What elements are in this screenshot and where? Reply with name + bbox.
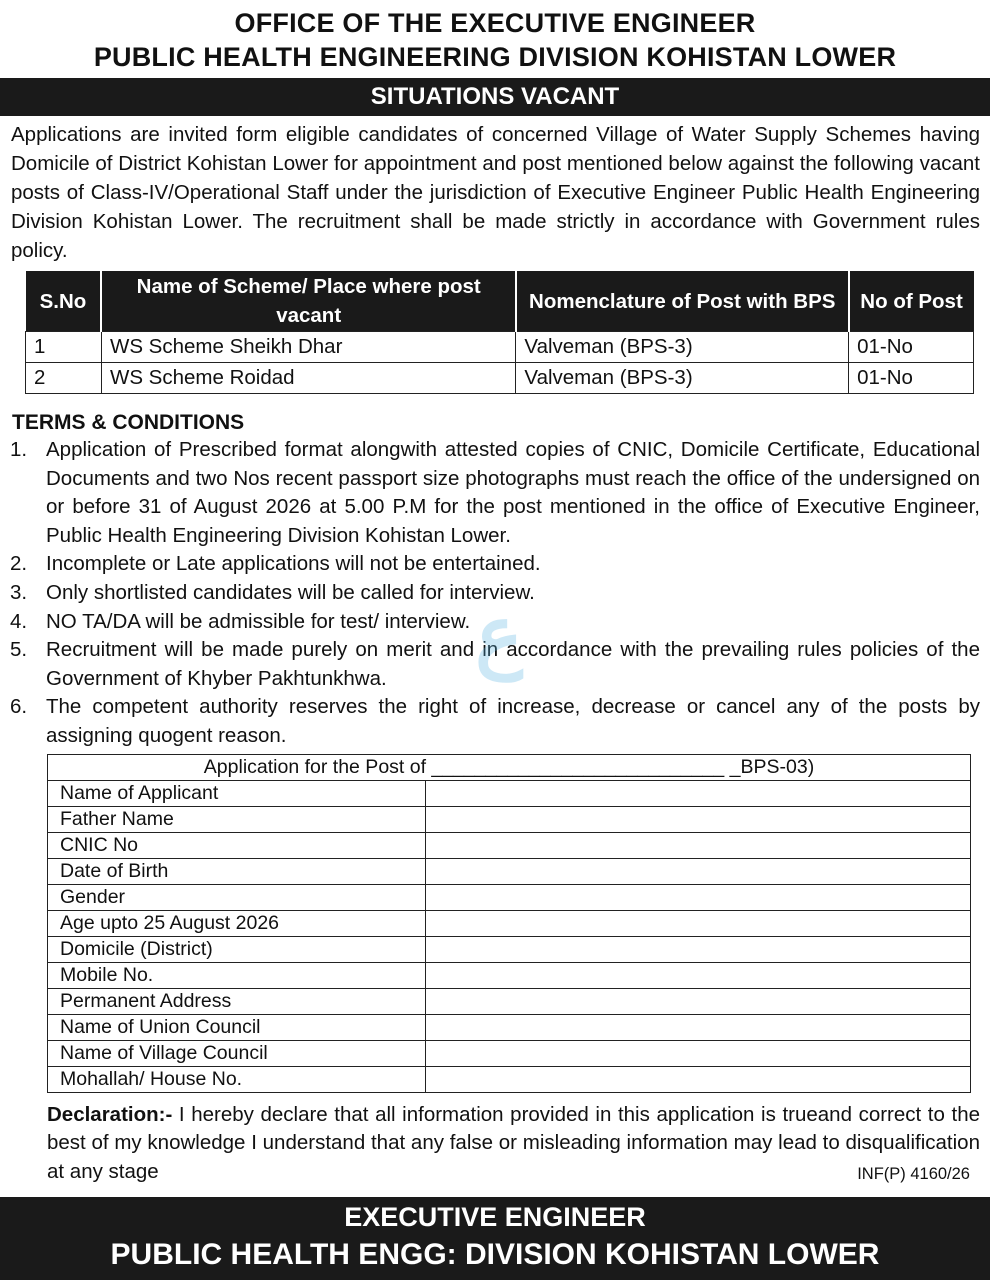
item-text: Only shortlisted candidates will be called for interview. [46,580,535,604]
form-field-blank[interactable] [426,1040,971,1066]
office-title: OFFICE OF THE EXECUTIVE ENGINEER [234,8,756,38]
table-cell: Valveman (BPS-3) [516,332,849,363]
list-item [10,693,980,750]
table-cell: WS Scheme Roidad [101,363,515,394]
table-row [48,936,971,962]
form-field-label: Name of Union Council [48,1014,426,1040]
footer-division: PUBLIC HEALTH ENGG: DIVISION KOHISTAN LOWER [110,1238,880,1271]
item-number: 1. [10,438,28,461]
application-form-table [47,754,971,1093]
form-field-blank[interactable] [426,1014,971,1040]
list-item [10,608,980,637]
declaration-text: I hereby declare that all information provided in this application is trueand correct to the best of my knowledge I understand that any false or misleading information may lead to disqualification at any stage [47,1102,980,1183]
declaration-label: Declaration:- [47,1102,173,1126]
table-row [26,332,974,363]
footer-title: EXECUTIVE ENGINEER [344,1202,646,1232]
table-cell: WS Scheme Sheikh Dhar [101,332,515,363]
table-row [48,988,971,1014]
table-row [48,832,971,858]
column-header: No of Post [849,271,974,332]
form-heading-row [48,754,971,780]
form-field-blank[interactable] [426,858,971,884]
item-number: 6. [10,695,28,719]
form-field-blank[interactable] [426,884,971,910]
table-row [26,363,974,394]
form-field-blank[interactable] [426,806,971,832]
item-number: 3. [10,580,28,604]
terms-list [0,436,990,751]
form-field-blank[interactable] [426,780,971,806]
form-field-label: Name of Village Council [48,1040,426,1066]
form-field-label: Mohallah/ House No. [48,1066,426,1092]
document-header [0,0,990,74]
table-cell: 01-No [849,332,974,363]
item-number: 2. [10,552,28,576]
form-field-blank[interactable] [426,936,971,962]
item-text: Application of Prescribed format alongwith attested copies of CNIC, Domicile Certificate, Educational Documents and two Nos recent passport size photographs must reach the office of the undersigned on or before 31 of August 2026 at 5.00 P.M for the post mentioned in the office of Executive Engineer, Public Health Engineering Division Kohistan Lower. [46,438,980,547]
table-row [48,858,971,884]
form-field-label: Name of Applicant [48,780,426,806]
form-field-label: Mobile No. [48,962,426,988]
table-row [48,806,971,832]
column-header: Nomenclature of Post with BPS [516,271,849,332]
table-row [48,884,971,910]
form-field-blank[interactable] [426,1066,971,1092]
table-cell: Valveman (BPS-3) [516,363,849,394]
column-header: Name of Scheme/ Place where post vacant [101,271,515,332]
form-field-blank[interactable] [426,910,971,936]
form-field-label: Father Name [48,806,426,832]
column-header: S.No [26,271,102,332]
form-field-label: Date of Birth [48,858,426,884]
form-field-blank[interactable] [426,832,971,858]
table-cell: 01-No [849,363,974,394]
table-row [48,1066,971,1092]
form-field-label: Gender [48,884,426,910]
list-item [10,436,980,550]
item-text: NO TA/DA will be admissible for test/ interview. [46,609,471,633]
item-number: 4. [10,609,28,633]
reference-number: INF(P) 4160/26 [857,1165,970,1184]
table-row [48,962,971,988]
list-item [10,579,980,608]
form-field-blank[interactable] [426,988,971,1014]
watermark-logo-icon: ع [475,590,523,679]
form-field-label: Permanent Address [48,988,426,1014]
table-row [48,910,971,936]
situations-vacant-banner: SITUATIONS VACANT [0,78,990,116]
item-number: 5. [10,638,28,662]
table-header-row [26,271,974,332]
footer-banner [0,1197,990,1280]
table-row [48,1014,971,1040]
division-title: PUBLIC HEALTH ENGINEERING DIVISION KOHISTAN LOWER [93,42,897,72]
form-field-label: CNIC No [48,832,426,858]
list-item [10,550,980,579]
table-cell: 1 [26,332,102,363]
form-field-label: Domicile (District) [48,936,426,962]
form-heading: Application for the Post of ___________________________ _BPS-03) [48,754,971,780]
table-cell: 2 [26,363,102,394]
list-item [10,636,980,693]
item-text: Incomplete or Late applications will not be entertained. [46,552,541,576]
form-field-label: Age upto 25 August 2026 [48,910,426,936]
terms-heading: TERMS & CONDITIONS [12,411,245,434]
intro-paragraph: Applications are invited form eligible candidates of concerned Village of Water Supply Schemes having Domicile of District Kohistan Lower for appointment and post mentioned below against the following vacant posts of Class-IV/Operational Staff under the jurisdiction of Executive Engineer Public Health Engineering Division Kohistan Lower. The recruitment shall be made strictly in accordance with Government rules policy. [11,123,980,262]
form-field-blank[interactable] [426,962,971,988]
item-text: The competent authority reserves the right of increase, decrease or cancel any of the posts by assigning quogent reason. [46,695,980,747]
table-row [48,1040,971,1066]
item-text: Recruitment will be made purely on merit and in accordance with the prevailing rules policies of the Government of Khyber Pakhtunkhwa. [46,638,980,690]
vacant-posts-table [25,271,974,394]
table-row [48,780,971,806]
